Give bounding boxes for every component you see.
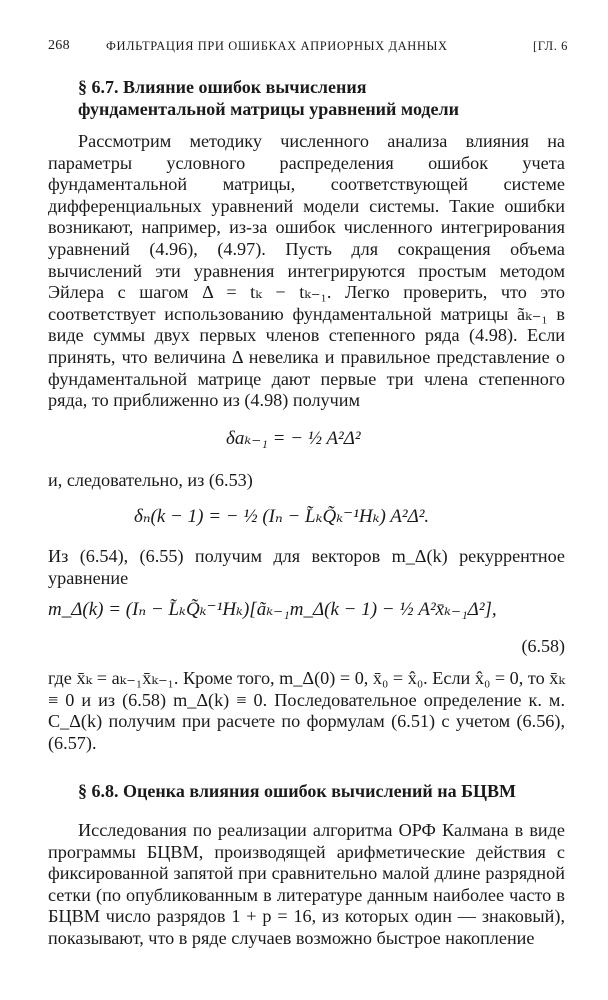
- paragraph-5: [48, 820, 565, 950]
- paragraph-2-text: и, следовательно, из (6.53): [48, 470, 253, 490]
- equation-3-text: m_Δ(k) = (Iₙ − L̃ₖQ̃ₖ⁻¹Hₖ)[ãₖ₋₁m_Δ(k − 1) − ½ A²x̄ₖ₋₁Δ²],: [48, 599, 497, 620]
- chapter-label: [ГЛ. 6: [532, 39, 568, 53]
- section-6-8-title: § 6.8. Оценка влияния ошибок вычислений на БЦВМ: [78, 781, 516, 801]
- equation-3-number: (6.58): [521, 636, 565, 656]
- section-title-line-2: фундаментальной матрицы уравнений модели: [78, 99, 459, 119]
- paragraph-1: [48, 131, 565, 412]
- running-title: ФИЛЬТРАЦИЯ ПРИ ОШИБКАХ АПРИОРНЫХ ДАННЫХ: [106, 39, 448, 53]
- section-6-8-heading: [78, 780, 516, 802]
- equation-2-text: δₙ(k − 1) = − ½ (Iₙ − L̃ₖQ̃ₖ⁻¹Hₖ) A²Δ².: [134, 506, 430, 527]
- section-6-7-heading: [78, 76, 459, 120]
- paragraph-5-text: Исследования по реализации алгоритма ОРФ Калмана в виде программы БЦВМ, производящей арифметические действия с фиксированной запятой при сравнительно малой длине разрядной сетки (по опубликованным в литературе данным наиболее часто в БЦВМ число разрядов 1 + p = 16, из которых один — знаковый), показывают, что в ряде случаев возможно быстрое накопление: [48, 820, 565, 948]
- paragraph-3: [48, 546, 565, 589]
- paragraph-2: [48, 470, 565, 492]
- equation-3: [48, 598, 497, 621]
- paragraph-4-text: где x̄ₖ = aₖ₋₁x̄ₖ₋₁. Кроме того, m_Δ(0) = 0, x̄₀ = x̂₀. Если x̂₀ = 0, то x̄ₖ ≡ 0 и из (6.58) m_Δ(k) ≡ 0. Последовательное определение к. м. C_Δ(k) получим при расчете по формулам (6.51) с учетом (6.56), (6.57).: [48, 668, 565, 753]
- page-number: 268: [48, 38, 70, 53]
- equation-1: [226, 427, 361, 450]
- equation-2: [134, 505, 429, 528]
- equation-1-text: δaₖ₋₁ = − ½ A²Δ²: [226, 428, 361, 449]
- running-header: [48, 38, 568, 58]
- section-title-line-1: § 6.7. Влияние ошибок вычисления: [78, 77, 367, 97]
- paragraph-3-text: Из (6.54), (6.55) получим для векторов m_Δ(k) рекуррентное уравнение: [48, 546, 565, 588]
- paragraph-4: [48, 668, 565, 754]
- paragraph-1-text: Рассмотрим методику численного анализа влияния на параметры условного распределения ошибок учета фундаментальной матрицы, соответствующей системе дифференциальных уравнений модели системы. Такие ошибки возникают, например, из-за ошибок численного интегрирования уравнений (4.96), (4.97). Пусть для сокращения объема вычислений эти уравнения интегрируются простым методом Эйлера с шагом Δ = tₖ − tₖ₋₁. Легко проверить, что это соответствует использованию фундаментальной матрицы ãₖ₋₁ в виде суммы двух первых членов степенного ряда (4.98). Если принять, что величина Δ невелика и правильное представление о фундаментальной матрице дают первые три члена степенного ряда, то приближенно из (4.98) получим: [48, 131, 565, 411]
